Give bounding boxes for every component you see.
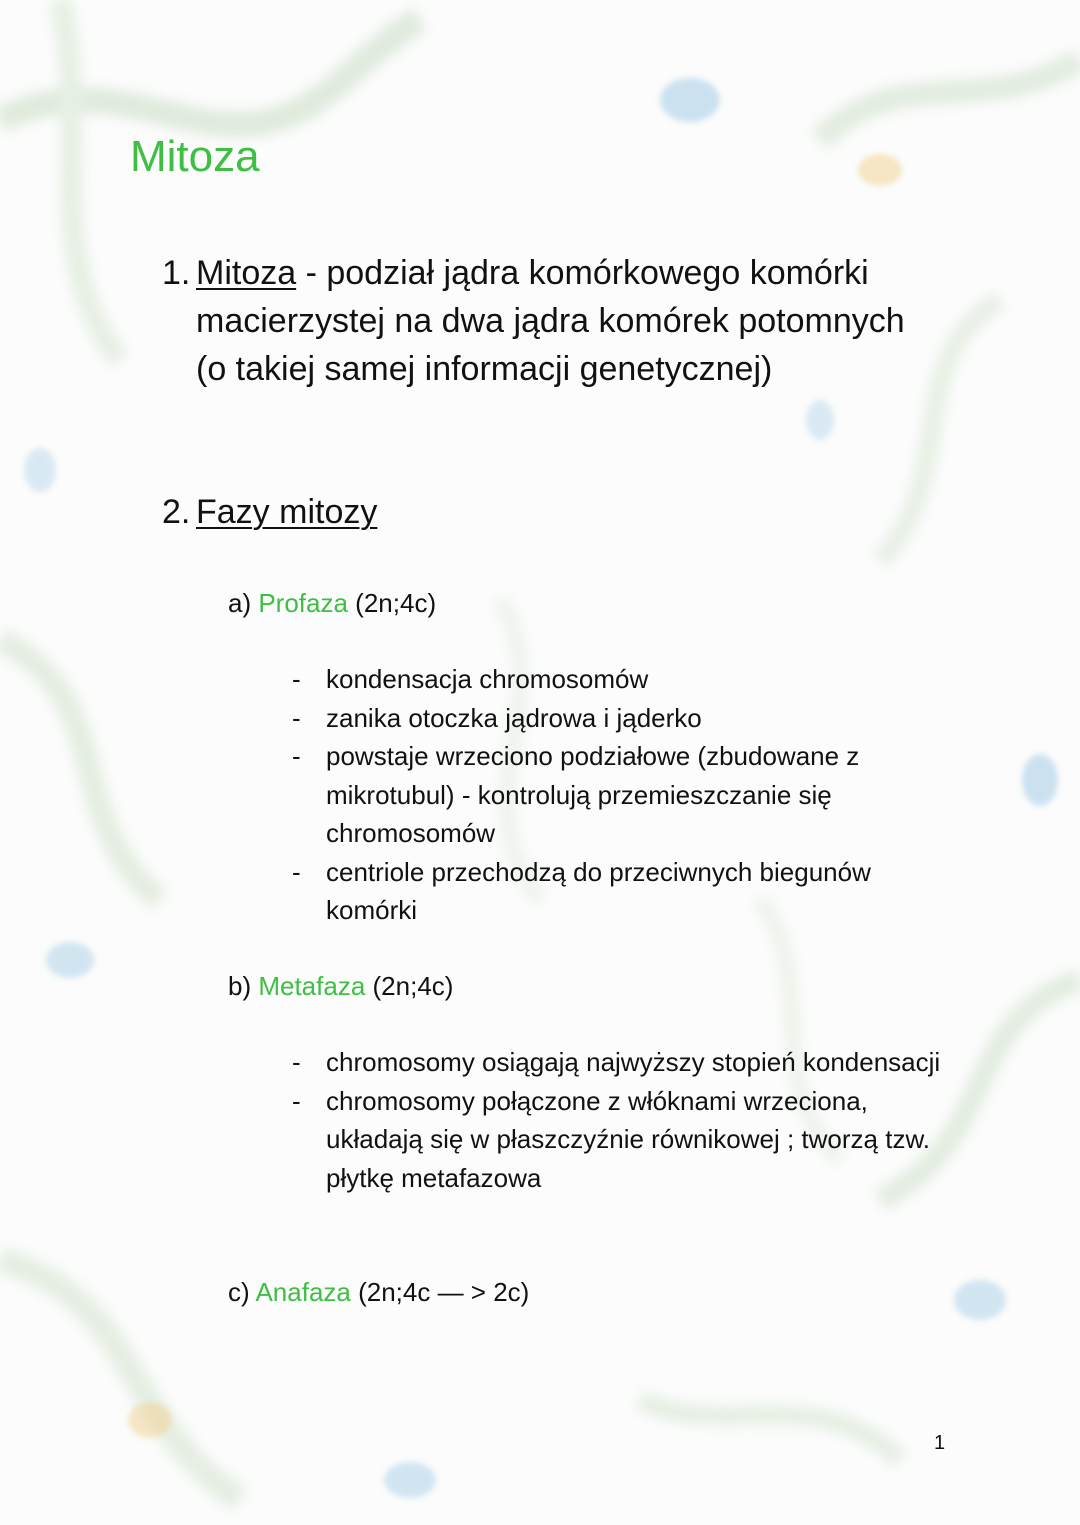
list-item: - chromosomy osiągają najwyższy stopień kondensacji (292, 1043, 942, 1082)
list-item: - powstaje wrzeciono podziałowe (zbudowane z mikrotubul) - kontrolują przemieszczanie się chromosomów (292, 737, 952, 853)
section-number: 1. (162, 254, 191, 292)
dash-marker: - (292, 702, 301, 733)
dash-marker: - (292, 664, 301, 694)
profaza-list (292, 660, 952, 930)
phase-ploidy: (2n;4c — > 2c) (350, 1277, 530, 1307)
phase-letter: b) (228, 971, 259, 1001)
phase-heading-anafaza (228, 1273, 529, 1311)
definition-term: Mitoza (196, 254, 297, 292)
phase-name: Anafaza (255, 1277, 351, 1307)
dash-marker: - (292, 856, 301, 887)
phase-heading-profaza (228, 584, 436, 622)
phase-letter: a) (228, 588, 259, 618)
page-title: Mitoza (130, 132, 260, 181)
phase-name: Profaza (258, 588, 348, 618)
list-item: - kondensacja chromosomów (292, 660, 952, 699)
phase-name: Metafaza (258, 971, 366, 1001)
metafaza-list (292, 1043, 942, 1197)
phase-ploidy: (2n;4c) (365, 971, 454, 1001)
list-item: - centriole przechodzą do przeciwnych biegunów komórki (292, 853, 952, 930)
phase-ploidy: (2n;4c) (347, 588, 437, 618)
dash-marker: - (292, 1085, 301, 1116)
definition-body: - podział jądra komórkowego komórki macierzystej na dwa jądra komórek potomnych (o takiej samej informacji genetycznej) (196, 254, 905, 388)
phase-heading-metafaza (228, 967, 453, 1005)
definition-text (196, 249, 936, 393)
phases-heading: Fazy mitozy (196, 493, 378, 531)
dash-marker: - (292, 741, 301, 771)
list-item: - chromosomy połączone z włóknami wrzeciona, układają się w płaszczyźnie równikowej ; tworzą tzw. płytkę metafazowa (292, 1082, 942, 1198)
dash-marker: - (292, 1047, 301, 1077)
phase-letter: c) (228, 1277, 256, 1307)
section-number: 2. (162, 493, 191, 531)
list-item: - zanika otoczka jądrowa i jąderko (292, 699, 952, 738)
page-number: 1 (934, 1432, 946, 1454)
